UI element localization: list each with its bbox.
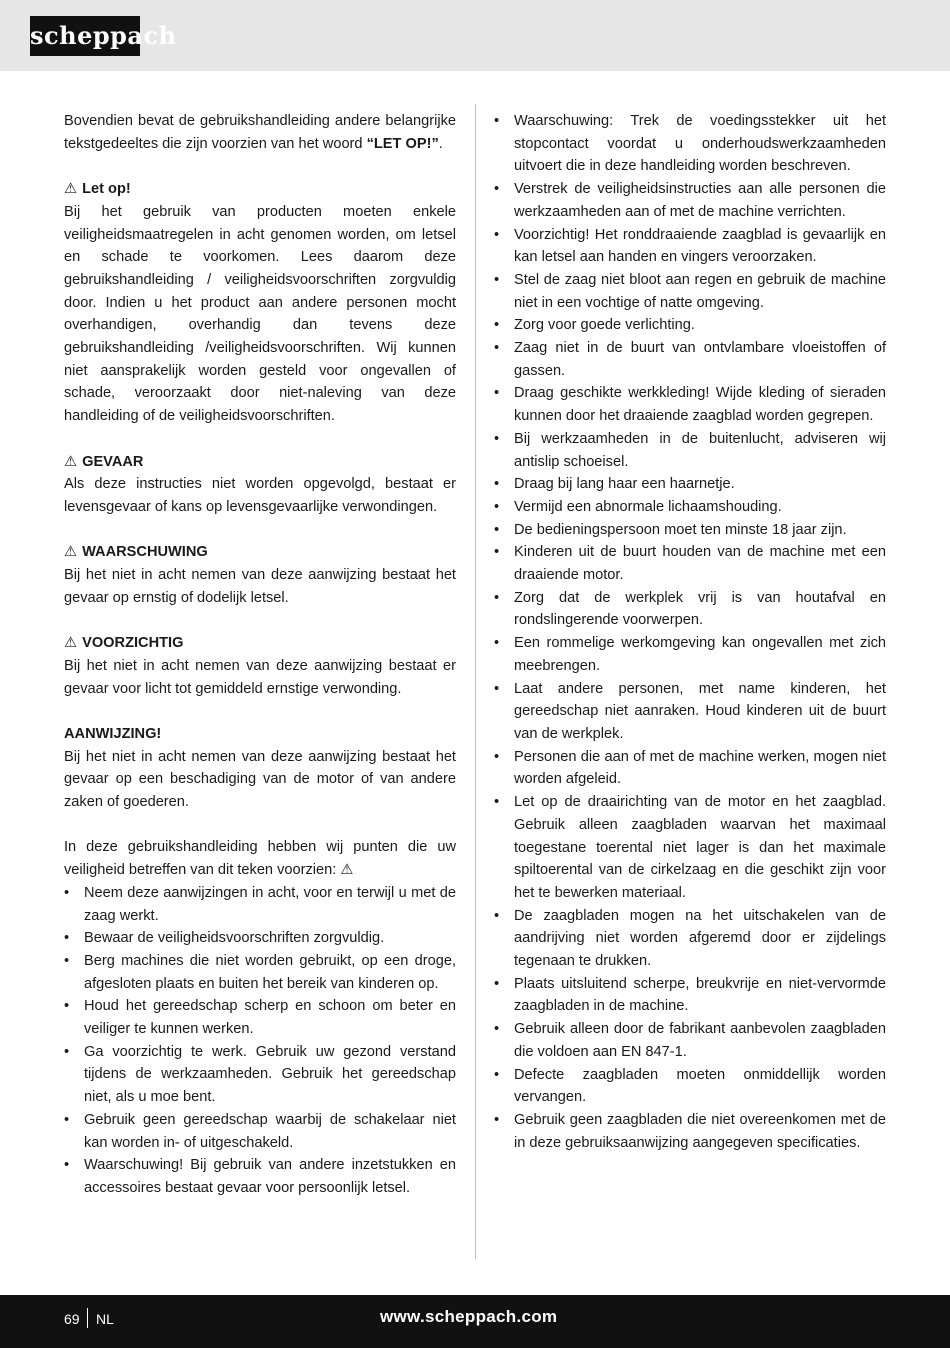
column-divider <box>475 104 476 1259</box>
list-item: • Draag bij lang haar een haarnetje. <box>494 476 735 493</box>
list-item: • Voorzichtig! Het ronddraaiende zaagblad is gevaarlijk en kan letsel aan handen en vingers veroorzaken. <box>494 226 886 266</box>
warning-triangle-icon: ⚠ <box>64 181 78 198</box>
aanwijzing-heading: AANWIJZING! <box>64 725 162 742</box>
waarschuwing-text: Bij het niet in acht nemen van deze aanwijzing bestaat het gevaar op ernstig of dodelijk letsel. <box>64 567 456 606</box>
footer-separator <box>87 1308 88 1328</box>
list-item: • Gebruik geen gereedschap waarbij de schakelaar niet kan worden in- of uitgeschakeld. <box>64 1111 456 1151</box>
list-item: • Vermijd een abnormale lichaamshouding. <box>494 498 782 515</box>
waarschuwing-heading: ⚠ WAARSCHUWING <box>64 544 208 561</box>
list-item: • Plaats uitsluitend scherpe, breukvrije en niet-vervormde zaagbladen in de machine. <box>494 975 886 1015</box>
gevaar-heading: ⚠ GEVAAR <box>64 453 144 470</box>
warning-triangle-icon: ⚠ <box>64 635 78 652</box>
list-item: • Zaag niet in de buurt van ontvlambare vloeistoffen of gassen. <box>494 340 886 379</box>
list-item: • Kinderen uit de buurt houden van de machine met een draaiende motor. <box>494 544 886 584</box>
aanwijzing-text: Bij het niet in acht nemen van deze aanwijzing bestaat het gevaar op een beschadiging van de motor of van andere zaken of goederen. <box>64 748 456 811</box>
list-item: • Neem deze aanwijzingen in acht, voor en terwijl u met de zaag werkt. <box>64 884 456 924</box>
intro-paragraph: Bovendien bevat de gebruikshandleiding andere belangrijke tekstgedeeltes die zijn voorzien van het woord “LET OP!”. <box>64 113 456 152</box>
list-item: • Verstrek de veiligheidsinstructies aan alle personen die werkzaamheden aan of met de machine verrichten. <box>494 181 886 220</box>
letop-text: Bij het gebruik van producten moeten enkele veiligheidsmaatregelen in acht genomen worden, om letsel en schade te voorkomen. Lees daarom deze gebruikshandleiding / veiligheidsvoorschriften zorgvuldig door. Indien u het product aan andere personen mocht overhandigen, overhandig dan tevens deze gebruikshandleiding /veiligheidsvoorschriften. Wij kunnen niet aansprakelijk worden gesteld voor ongevallen of schade, veroorzaakt door niet-naleving van deze handleiding of de veiligheidsvoorschriften. <box>64 203 456 425</box>
list-item: • Een rommelige werkomgeving kan ongevallen met zich meebrengen. <box>494 635 886 674</box>
list-item: • Draag geschikte werkkleding! Wijde kleding of sieraden kunnen door het draaiende zaagblad worden gegrepen. <box>494 385 886 425</box>
list-item: • Let op de draairichting van de motor en het zaagblad. Gebruik alleen zaagbladen waarvan het maximaal toegestane toerental niet lager is dan het maximale spiltoerental van de cirkelzaag en die geschikt zijn voor het te bewerken materiaal. <box>494 794 886 901</box>
scheppach-logo: scheppach <box>30 16 140 56</box>
list-item: • Defecte zaagbladen moeten onmiddellijk worden vervangen. <box>494 1066 886 1106</box>
list-item: • Zorg voor goede verlichting. <box>494 317 695 334</box>
left-column <box>64 110 456 1200</box>
language-code: NL <box>96 1311 114 1327</box>
list-item: • Laat andere personen, met name kinderen, het gereedschap niet aanraken. Houd kinderen uit de buurt van de werkplek. <box>494 680 886 742</box>
list-item: • Bewaar de veiligheidsvoorschriften zorgvuldig. <box>64 930 385 947</box>
list-item: • Waarschuwing: Trek de voedingsstekker uit het stopcontact voordat u onderhoudswerkzaamheden uitvoert die in deze handleiding worden beschreven. <box>494 113 886 175</box>
page-number: 69 <box>64 1311 80 1327</box>
right-column <box>494 110 886 1154</box>
list-item: • Bij werkzaamheden in de buitenlucht, adviseren wij antislip schoeisel. <box>494 430 886 470</box>
list-item: • De zaagbladen mogen na het uitschakelen van de aandrijving niet worden afgeremd door er zijdelings tegenaan te drukken. <box>494 907 886 970</box>
list-item: • Waarschuwing! Bij gebruik van andere inzetstukken en accessoires bestaat gevaar voor persoonlijk letsel. <box>64 1157 456 1196</box>
list-item: • Ga voorzichtig te werk. Gebruik uw gezond verstand tijdens de werkzaamheden. Gebruik het gereedschap niet, als u moe bent. <box>64 1043 456 1106</box>
list-item: • Gebruik geen zaagbladen die niet overeenkomen met de in deze gebruiksaanwijzing aangegeven specificaties. <box>494 1111 886 1151</box>
list-item: • Houd het gereedschap scherp en schoon om beter en veiliger te kunnen werken. <box>64 998 456 1038</box>
symbol-intro-paragraph: In deze gebruikshandleiding hebben wij punten die uw veiligheid betreffen van dit teken voorzien: ⚠ <box>64 839 456 879</box>
right-bullet-list <box>494 110 886 1154</box>
list-item: • Berg machines die niet worden gebruikt, op een droge, afgesloten plaats en buiten het bereik van kinderen op. <box>64 952 456 992</box>
gevaar-text: Als deze instructies niet worden opgevolgd, bestaat er levensgevaar of kans op levensgevaarlijke verwondingen. <box>64 476 456 515</box>
voorzichtig-heading: ⚠ VOORZICHTIG <box>64 635 184 652</box>
website-link[interactable]: www.scheppach.com <box>380 1307 558 1326</box>
list-item: • Personen die aan of met de machine werken, mogen niet worden afgeleid. <box>494 748 886 788</box>
left-bullet-list <box>64 882 456 1200</box>
warning-triangle-icon: ⚠ <box>64 453 78 470</box>
letop-heading: ⚠ Let op! <box>64 181 131 198</box>
page-footer <box>0 1295 950 1348</box>
list-item: • De bedieningspersoon moet ten minste 18 jaar zijn. <box>494 521 847 538</box>
list-item: • Stel de zaag niet bloot aan regen en gebruik de machine niet in een vochtige of natte omgeving. <box>494 271 886 311</box>
warning-triangle-icon: ⚠ <box>340 862 354 879</box>
list-item: • Gebruik alleen door de fabrikant aanbevolen zaagbladen die voldoen aan EN 847-1. <box>494 1021 886 1060</box>
list-item: • Zorg dat de werkplek vrij is van houtafval en rondslingerende voorwerpen. <box>494 589 886 629</box>
warning-triangle-icon: ⚠ <box>64 544 78 561</box>
page-header <box>0 0 950 71</box>
voorzichtig-text: Bij het niet in acht nemen van deze aanwijzing bestaat er gevaar voor licht tot gemiddeld ernstige verwonding. <box>64 657 456 697</box>
